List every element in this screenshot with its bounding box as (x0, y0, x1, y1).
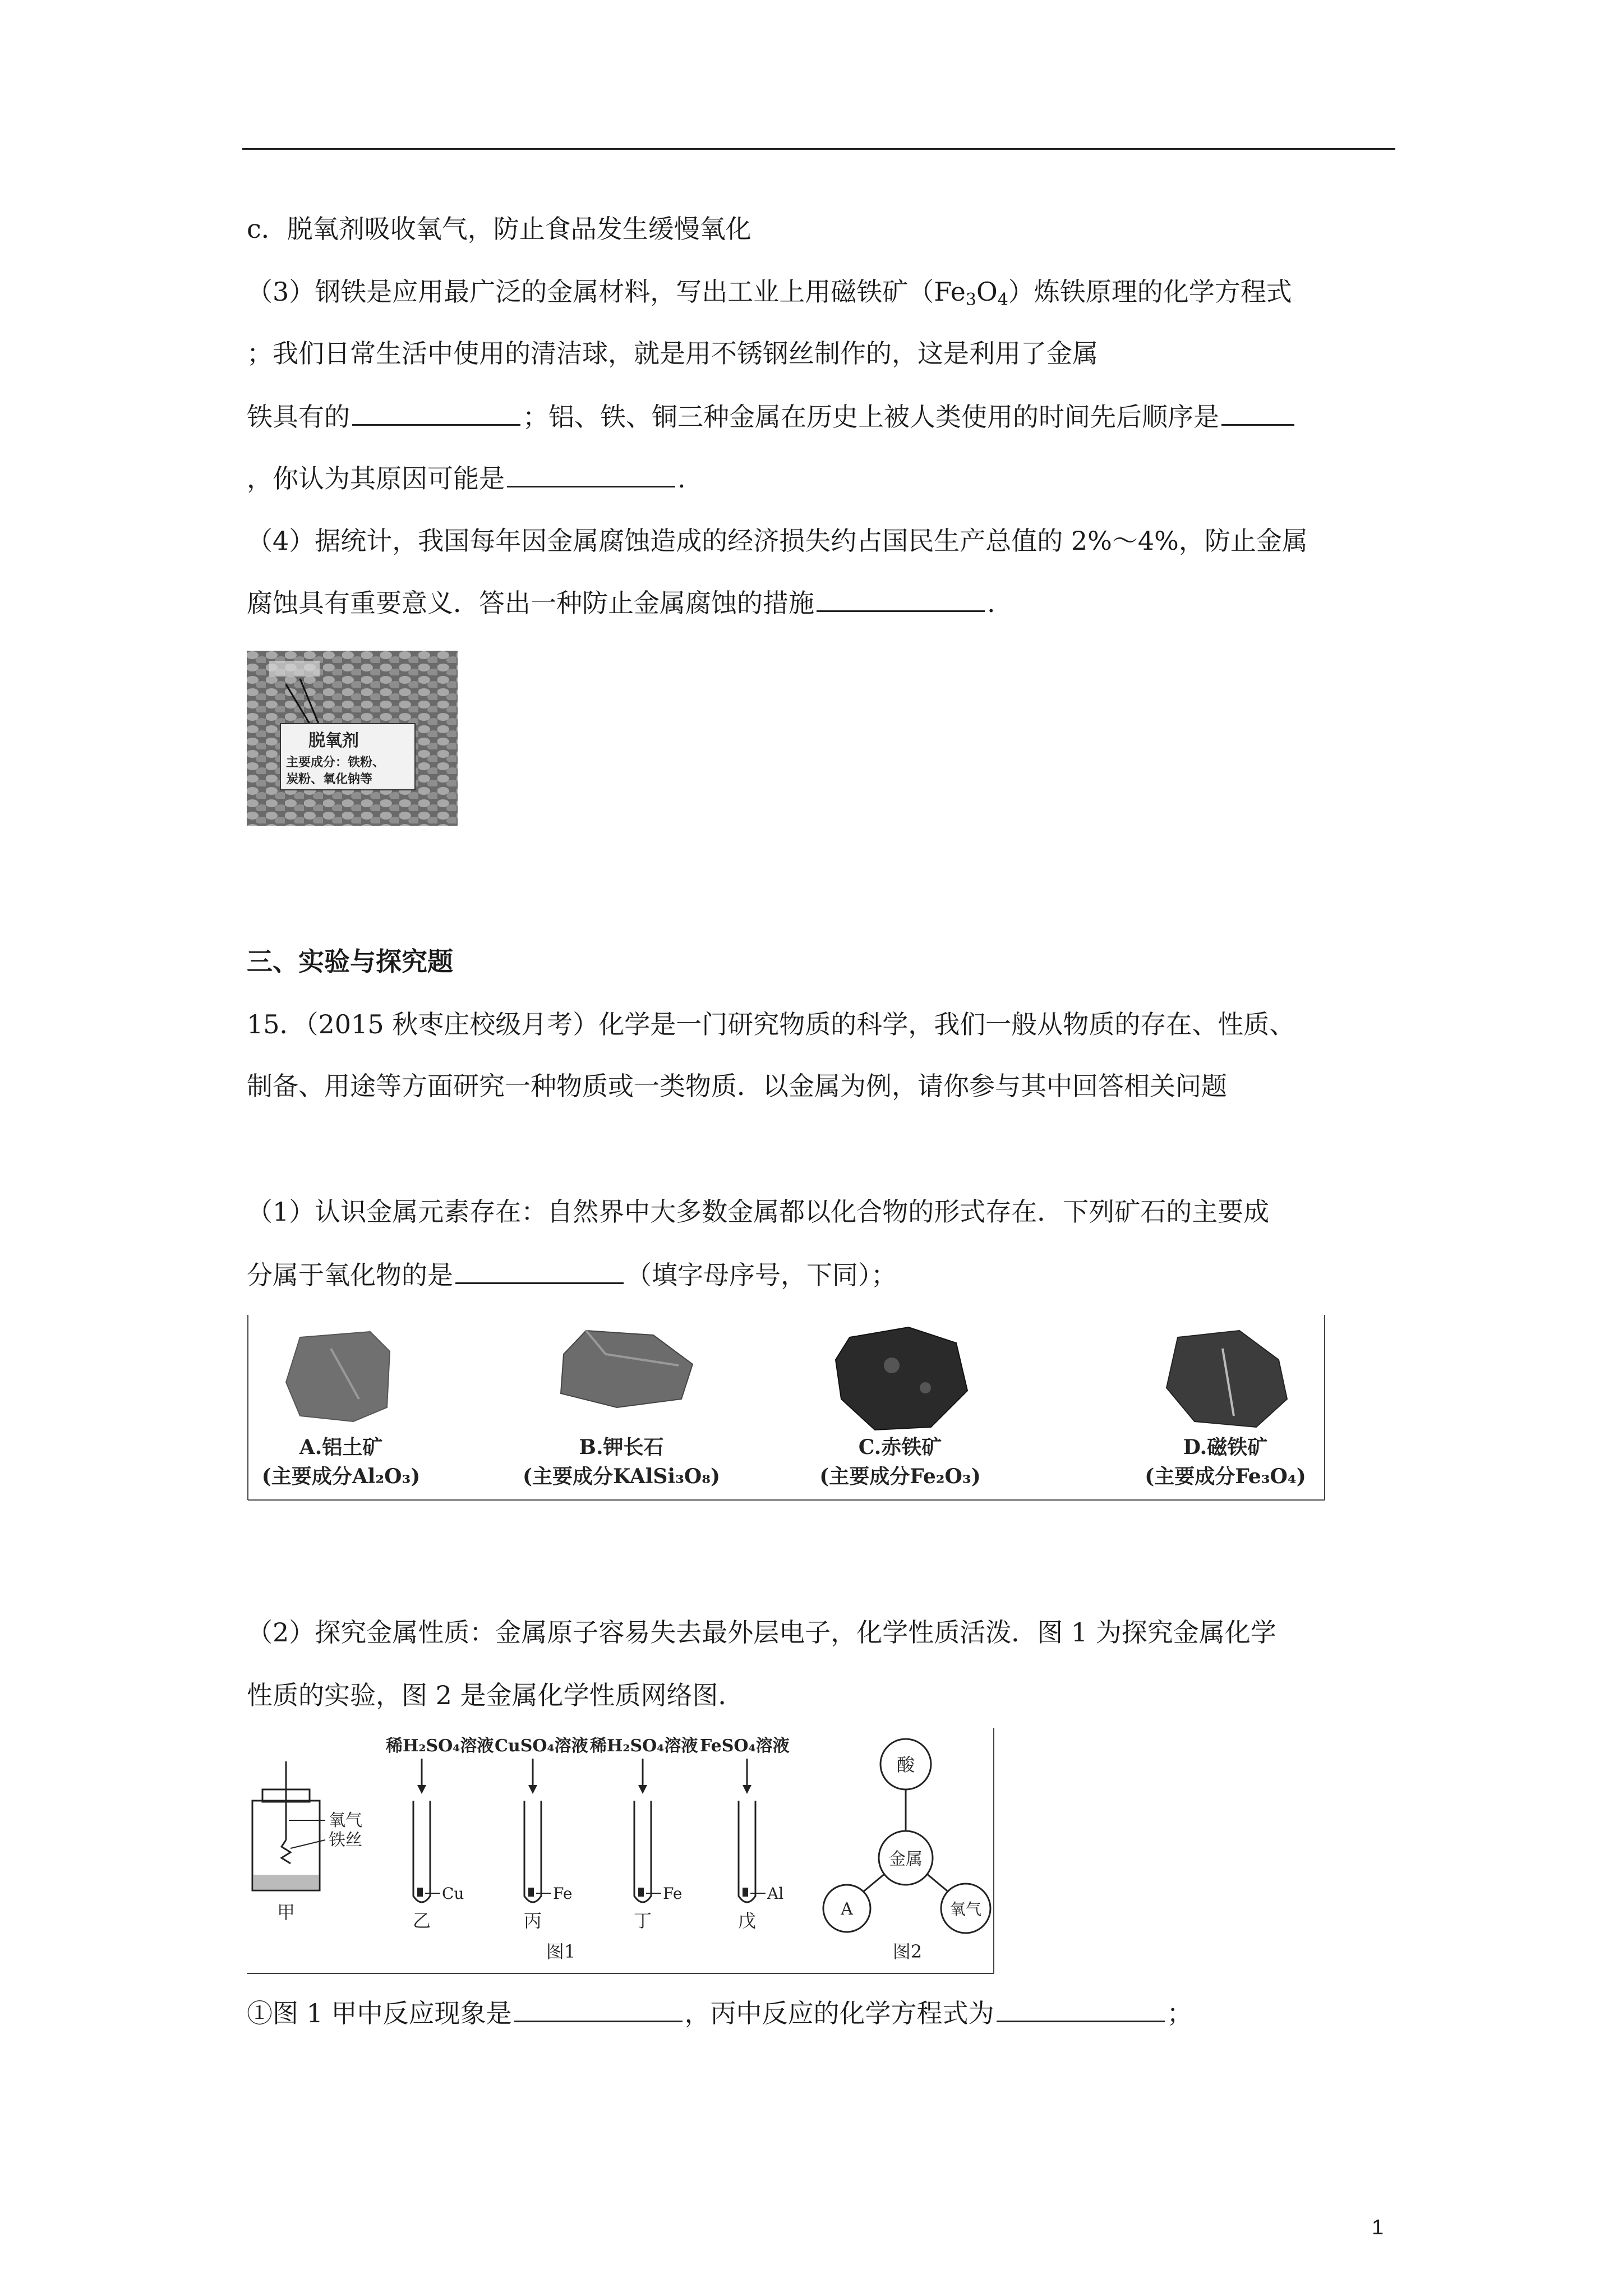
tube-name: 丁 (633, 1910, 652, 1931)
metal-label: Al (767, 1884, 784, 1903)
answer-blank[interactable] (817, 586, 985, 612)
network-acid: 酸 (896, 1754, 915, 1775)
feldspar-ore (561, 1331, 693, 1407)
network-metal: 金属 (889, 1849, 923, 1869)
reagent-label: FeSO₄溶液 (700, 1736, 790, 1756)
ore-figure (247, 1315, 1327, 1501)
text-line: ；我们日常生活中使用的清洁球，就是用不锈钢丝制作的，这是利用了金属 (247, 338, 1098, 369)
question-line: ①图 1 甲中反应现象是 ，丙中反应的化学方程式为 ； (247, 1996, 1193, 2030)
ore-name: B.钾长石 (579, 1435, 664, 1459)
answer-blank[interactable] (514, 1996, 683, 2022)
question-line: 制备、用途等方面研究一种物质或一类物质．以金属为例，请你参与其中回答相关问题 (247, 1071, 1227, 1101)
metal-label: Cu (442, 1884, 464, 1903)
answer-blank[interactable] (1221, 399, 1294, 426)
text-line: 腐蚀具有重要意义．答出一种防止金属腐蚀的措施 . (247, 586, 995, 620)
question-line: （1）认识金属元素存在：自然界中大多数金属都以化合物的形式存在．下列矿石的主要成 (247, 1197, 1270, 1227)
ore-formula: (主要成分Al₂O₃) (261, 1465, 421, 1488)
test-tube (738, 1759, 783, 1931)
ore-formula: (主要成分Fe₂O₃) (819, 1465, 981, 1488)
ore-name: A.铝土矿 (299, 1435, 383, 1459)
text-line: 铁具有的 ；铝、铁、铜三种金属在历史上被人类使用的时间先后顺序是 (247, 399, 1297, 434)
question-line: 性质的实验，图 2 是金属化学性质网络图． (247, 1680, 744, 1710)
network-a: A (841, 1899, 853, 1919)
gas-jar (252, 1761, 362, 1923)
deoxidizer-photo (247, 651, 458, 826)
section-heading: 三、实验与探究题 (247, 946, 453, 977)
answer-blank[interactable] (507, 461, 675, 487)
ore-formula: (主要成分KAlSi₃O₈) (522, 1465, 721, 1488)
metal-label: Fe (663, 1884, 683, 1903)
text-line: ，你认为其原因可能是 . (247, 461, 686, 495)
text-line: （3）钢铁是应用最广泛的金属材料，写出工业上用磁铁矿$(Fe_3O_4)$炼铁原理的化学方程式 (247, 277, 1292, 310)
test-tube (524, 1759, 572, 1931)
header-rule (242, 148, 1395, 150)
metal-label: Fe (553, 1884, 573, 1903)
answer-blank[interactable] (997, 1996, 1165, 2022)
ore-name: D.磁铁矿 (1183, 1435, 1268, 1459)
test-tube (413, 1759, 464, 1931)
reagent-label: 稀H₂SO₄溶液 (386, 1736, 494, 1756)
jar-name: 甲 (276, 1902, 296, 1923)
figure-2-caption: 图2 (892, 1941, 923, 1962)
text-line: （4）据统计，我国每年因金属腐蚀造成的经济损失约占国民生产总值的 2%～4%，防止金属 (247, 526, 1308, 556)
test-tube (634, 1759, 682, 1931)
hematite-ore (836, 1327, 967, 1430)
deoxidizer-ingredients: 炭粉、氧化钠等 (286, 772, 373, 786)
deoxidizer-ingredients: 主要成分：铁粉、 (286, 755, 385, 770)
page-number: 1 (1372, 2216, 1384, 2239)
tube-name: 戊 (737, 1910, 757, 1931)
experiment-figure (247, 1728, 996, 1975)
figure-1-caption: 图1 (546, 1941, 576, 1962)
answer-blank[interactable] (455, 1258, 624, 1284)
deoxidizer-title: 脱氧剂 (308, 731, 359, 751)
question-line: （2）探究金属性质：金属原子容易失去最外层电子，化学性质活泼．图 1 为探究金属化学 (247, 1617, 1276, 1648)
reagent-label: CuSO₄溶液 (495, 1736, 588, 1756)
answer-blank[interactable] (352, 399, 520, 426)
text-line: c．脱氧剂吸收氧气，防止食品发生缓慢氧化 (247, 214, 751, 244)
metal-network-diagram (823, 1739, 990, 1933)
tube-name: 丙 (523, 1910, 542, 1931)
ore-formula: (主要成分Fe₃O₄) (1145, 1465, 1306, 1488)
tube-name: 乙 (412, 1910, 431, 1931)
reagent-label: 稀H₂SO₄溶液 (590, 1736, 698, 1756)
question-line: 15．（2015 秋枣庄校级月考）化学是一门研究物质的科学，我们一般从物质的存在、性质、 (247, 1009, 1295, 1039)
ore-name: C.赤铁矿 (858, 1435, 942, 1459)
oxygen-label: 氧气 (329, 1811, 362, 1830)
bauxite-ore (286, 1332, 390, 1421)
iron-wire-label: 铁丝 (329, 1830, 362, 1850)
network-oxygen: 氧气 (949, 1900, 982, 1918)
question-line: 分属于氧化物的是 （填字母序号，下同）； (247, 1258, 897, 1292)
